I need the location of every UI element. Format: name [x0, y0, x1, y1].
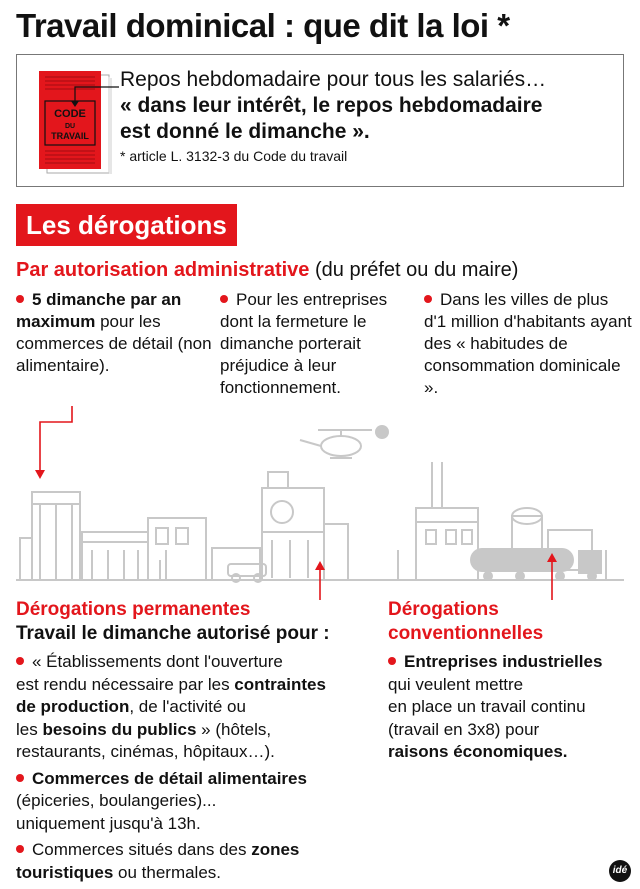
intro-footnote: * article L. 3132-3 du Code du travail [120, 148, 348, 164]
permanent-item-3 [16, 839, 386, 884]
admin-col1-bold: 5 dimanche par an maximum [16, 290, 182, 331]
perm-item1-line5: » (hôtels, [196, 719, 272, 739]
bullet-dot-icon [220, 295, 228, 303]
admin-column-3 [424, 289, 634, 399]
intro-box [16, 54, 624, 187]
permanent-heading: Dérogations permanentes [16, 599, 251, 620]
bullet-dot-icon [424, 295, 432, 303]
perm-item1-line6: restaurants, cinémas, hôpitaux…). [16, 742, 275, 761]
admin-heading-title: Par autorisation administrative [16, 259, 310, 281]
permanent-subheading: Travail le dimanche autorisé pour : [16, 623, 330, 644]
book-du-label: DU [64, 123, 76, 130]
perm-item1-line3: , de l'activité ou [129, 697, 246, 716]
conv-line2: en place un travail continu [388, 697, 586, 716]
perm-item2-line1: (épiceries, boulangeries)... [16, 791, 217, 810]
page-title: Travail dominical : que dit la loi * [16, 7, 510, 44]
perm-item1-line1: « Établissements dont l'ouverture [32, 652, 283, 671]
perm-item3-bold2: touristiques [16, 862, 114, 882]
conventional-heading-line-1: Dérogations [388, 599, 499, 620]
admin-column-2 [220, 289, 420, 399]
intro-line-1: Repos hebdomadaire pour tous les salariés… [120, 68, 547, 91]
perm-item1-line2: est rendu nécessaire par les [16, 674, 235, 694]
perm-item1-bold2: de production [16, 697, 130, 716]
conv-bold2: raisons économiques. [388, 742, 568, 761]
perm-item2-line2: uniquement jusqu'à 13h. [16, 813, 201, 833]
intro-quote-line-2: est donné le dimanche ». [120, 120, 370, 143]
admin-col1-text: pour les commerces de détail (non alimentaire). [16, 312, 212, 375]
book-travail-label: TRAVAIL [51, 131, 89, 141]
admin-col3-text: Dans les villes de plus d'1 million d'habitants ayant des « habitudes de consommation dominicale ». [424, 290, 632, 397]
permanent-item-2 [16, 768, 386, 836]
perm-item3-line2: ou thermales. [113, 862, 222, 882]
admin-heading-suffix: (du préfet ou du maire) [309, 259, 519, 281]
ide-logo: idé [609, 860, 631, 882]
bullet-dot-icon [16, 774, 24, 782]
derogations-title: Les dérogations [16, 204, 237, 246]
perm-item2-bold: Commerces de détail alimentaires [32, 768, 307, 788]
conv-line1: qui veulent mettre [388, 674, 524, 694]
perm-item3-bold1: zones [251, 840, 300, 859]
permanent-list [16, 651, 386, 888]
conv-line3: (travail en 3x8) pour [388, 719, 540, 739]
perm-item1-line4: les [16, 719, 43, 739]
bullet-dot-icon [16, 657, 24, 665]
conventional-list [388, 651, 638, 764]
admin-heading [16, 258, 518, 282]
city-illustration [0, 400, 640, 600]
book-code-label: CODE [54, 108, 86, 120]
bullet-dot-icon [16, 295, 24, 303]
perm-item1-bold1: contraintes [234, 674, 326, 694]
conventional-heading-line-2: conventionnelles [388, 623, 544, 644]
perm-item3-line1: Commerces situés dans des [32, 840, 252, 859]
bullet-dot-icon [16, 845, 24, 853]
admin-col2-text: Pour les entreprises dont la fermeture le dimanche porterait préjudice à leur fonctionnement. [220, 290, 388, 397]
code-du-travail-book-icon [39, 65, 131, 179]
permanent-item-1 [16, 651, 386, 764]
perm-item1-bold3: besoins du publics [42, 719, 197, 739]
intro-quote-line-1: « dans leur intérêt, le repos hebdomadaire [120, 94, 543, 117]
bullet-dot-icon [388, 657, 396, 665]
admin-column-1 [16, 289, 216, 377]
conv-bold: Entreprises industrielles [404, 652, 603, 671]
